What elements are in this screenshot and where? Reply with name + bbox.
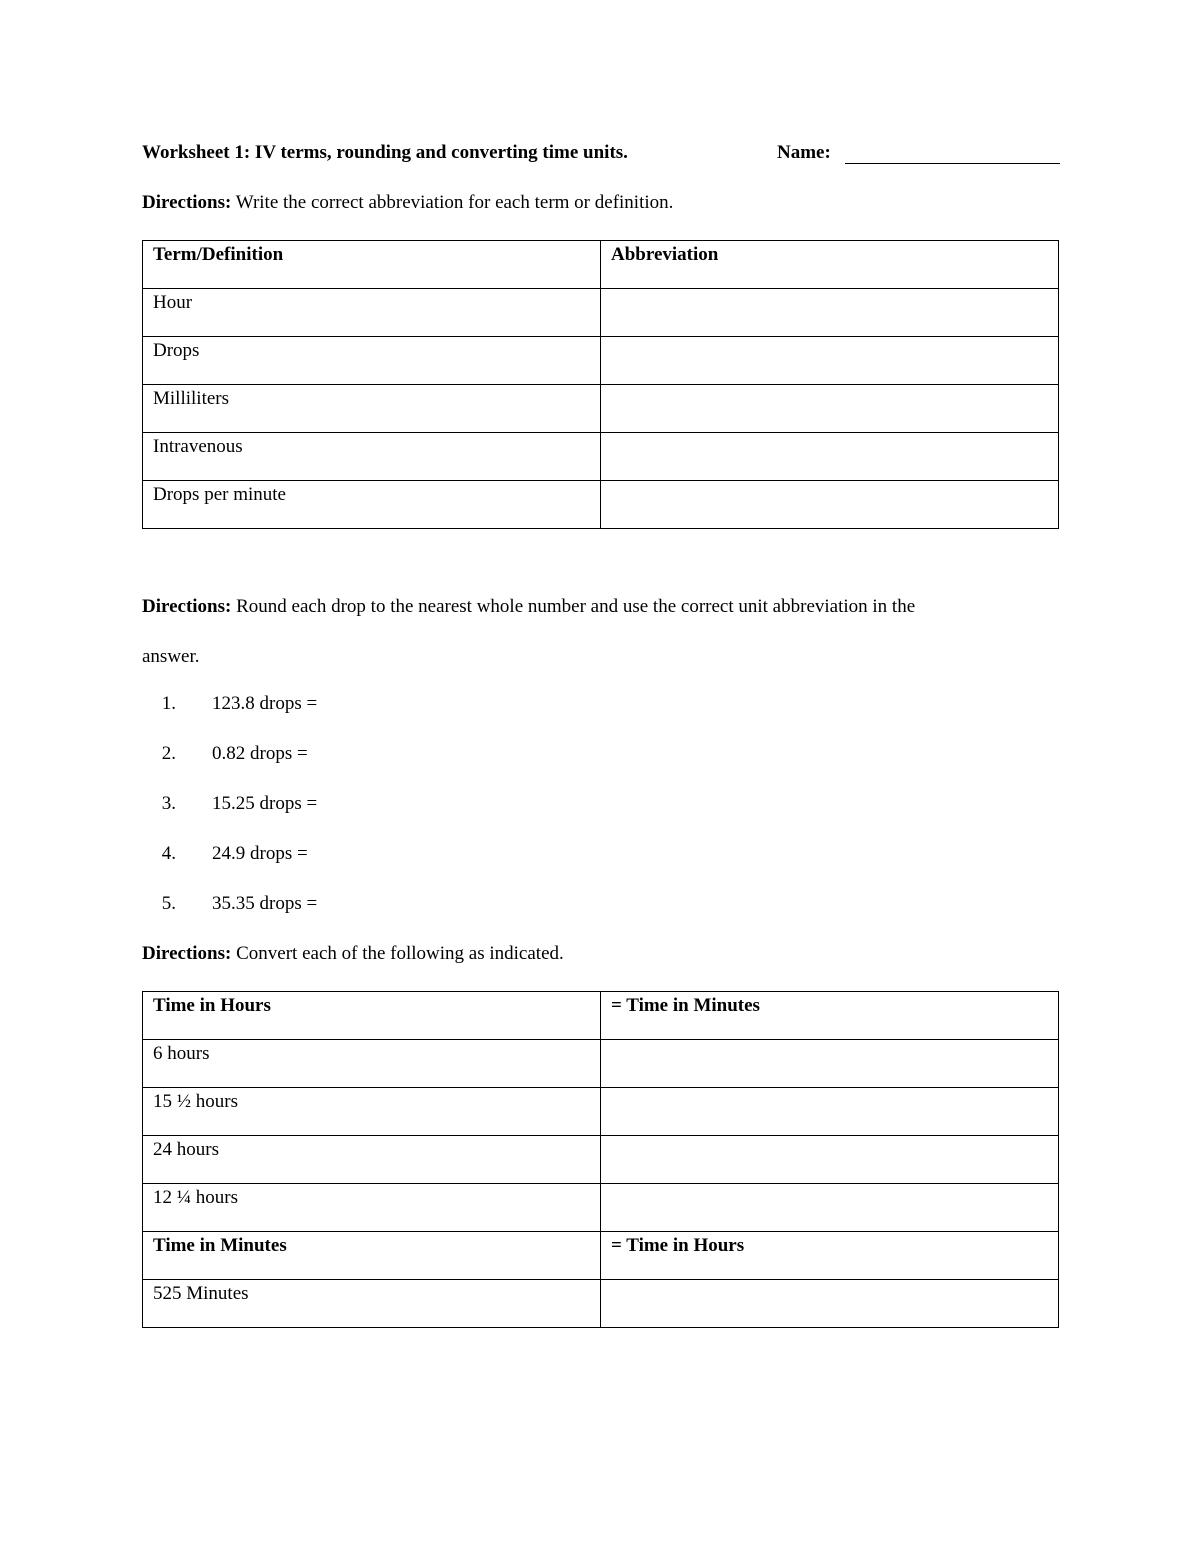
- term-cell: Hour: [143, 289, 601, 337]
- answer-cell[interactable]: [601, 1280, 1059, 1328]
- abbreviation-table: [142, 240, 1059, 529]
- table-row: [143, 385, 1059, 433]
- list-item: [142, 743, 317, 793]
- header-time-in-minutes: Time in Minutes: [143, 1232, 601, 1280]
- header-time-in-hours: = Time in Hours: [601, 1232, 1059, 1280]
- table-row: [143, 1088, 1059, 1136]
- list-item: [142, 793, 317, 843]
- directions-label: Directions:: [142, 192, 232, 213]
- answer-cell[interactable]: [601, 385, 1059, 433]
- answer-cell[interactable]: [601, 1040, 1059, 1088]
- hours-cell: 15 ½ hours: [143, 1088, 601, 1136]
- term-cell: Milliliters: [143, 385, 601, 433]
- term-cell: Drops per minute: [143, 481, 601, 529]
- worksheet-header: [142, 142, 1060, 168]
- list-item: [142, 693, 317, 743]
- answer-cell[interactable]: [601, 1136, 1059, 1184]
- hours-cell: 6 hours: [143, 1040, 601, 1088]
- header-time-in-hours: Time in Hours: [143, 992, 601, 1040]
- table-row: [143, 1136, 1059, 1184]
- item-number: 2.: [161, 743, 176, 764]
- name-blank-line[interactable]: [845, 163, 1060, 164]
- term-cell: Intravenous: [143, 433, 601, 481]
- directions-text: Round each drop to the nearest whole number and use the correct unit abbreviation in the: [231, 596, 916, 617]
- answer-cell[interactable]: [601, 1088, 1059, 1136]
- table-header-row: [143, 241, 1059, 289]
- item-text: 24.9 drops =: [212, 843, 308, 864]
- table-row: [143, 1280, 1059, 1328]
- item-number: 3.: [161, 793, 176, 814]
- hours-cell: 12 ¼ hours: [143, 1184, 601, 1232]
- table-row: [143, 481, 1059, 529]
- answer-cell[interactable]: [601, 337, 1059, 385]
- list-item: [142, 843, 317, 893]
- rounding-list: [142, 693, 317, 943]
- item-text: 15.25 drops =: [212, 793, 318, 814]
- item-text: 0.82 drops =: [212, 743, 308, 764]
- table-row: [143, 1184, 1059, 1232]
- header-abbreviation: Abbreviation: [601, 241, 1059, 289]
- directions-label: Directions:: [142, 596, 232, 617]
- answer-cell[interactable]: [601, 1184, 1059, 1232]
- hours-cell: 24 hours: [143, 1136, 601, 1184]
- directions-abbreviations: [142, 192, 673, 214]
- directions-conversion: [142, 943, 564, 965]
- directions-text: Convert each of the following as indicated.: [231, 943, 564, 964]
- answer-cell[interactable]: [601, 433, 1059, 481]
- item-number: 1.: [161, 693, 176, 714]
- table-row: [143, 1040, 1059, 1088]
- item-text: 123.8 drops =: [212, 693, 318, 714]
- list-item: [142, 893, 317, 943]
- table-header-row: [143, 992, 1059, 1040]
- directions-label: Directions:: [142, 943, 232, 964]
- worksheet-title: Worksheet 1: IV terms, rounding and converting time units.: [142, 142, 628, 163]
- minutes-cell: 525 Minutes: [143, 1280, 601, 1328]
- name-label: Name:: [777, 142, 831, 163]
- directions-rounding: [142, 596, 915, 618]
- header-term-definition: Term/Definition: [143, 241, 601, 289]
- conversion-table: [142, 991, 1059, 1328]
- item-number: 4.: [161, 843, 176, 864]
- directions-rounding-continued: answer.: [142, 646, 200, 667]
- term-cell: Drops: [143, 337, 601, 385]
- directions-text: Write the correct abbreviation for each term or definition.: [231, 192, 674, 213]
- table-header-row: [143, 1232, 1059, 1280]
- answer-cell[interactable]: [601, 481, 1059, 529]
- answer-cell[interactable]: [601, 289, 1059, 337]
- table-row: [143, 289, 1059, 337]
- item-text: 35.35 drops =: [212, 893, 318, 914]
- item-number: 5.: [161, 893, 176, 914]
- table-row: [143, 433, 1059, 481]
- header-time-in-minutes: = Time in Minutes: [601, 992, 1059, 1040]
- table-row: [143, 337, 1059, 385]
